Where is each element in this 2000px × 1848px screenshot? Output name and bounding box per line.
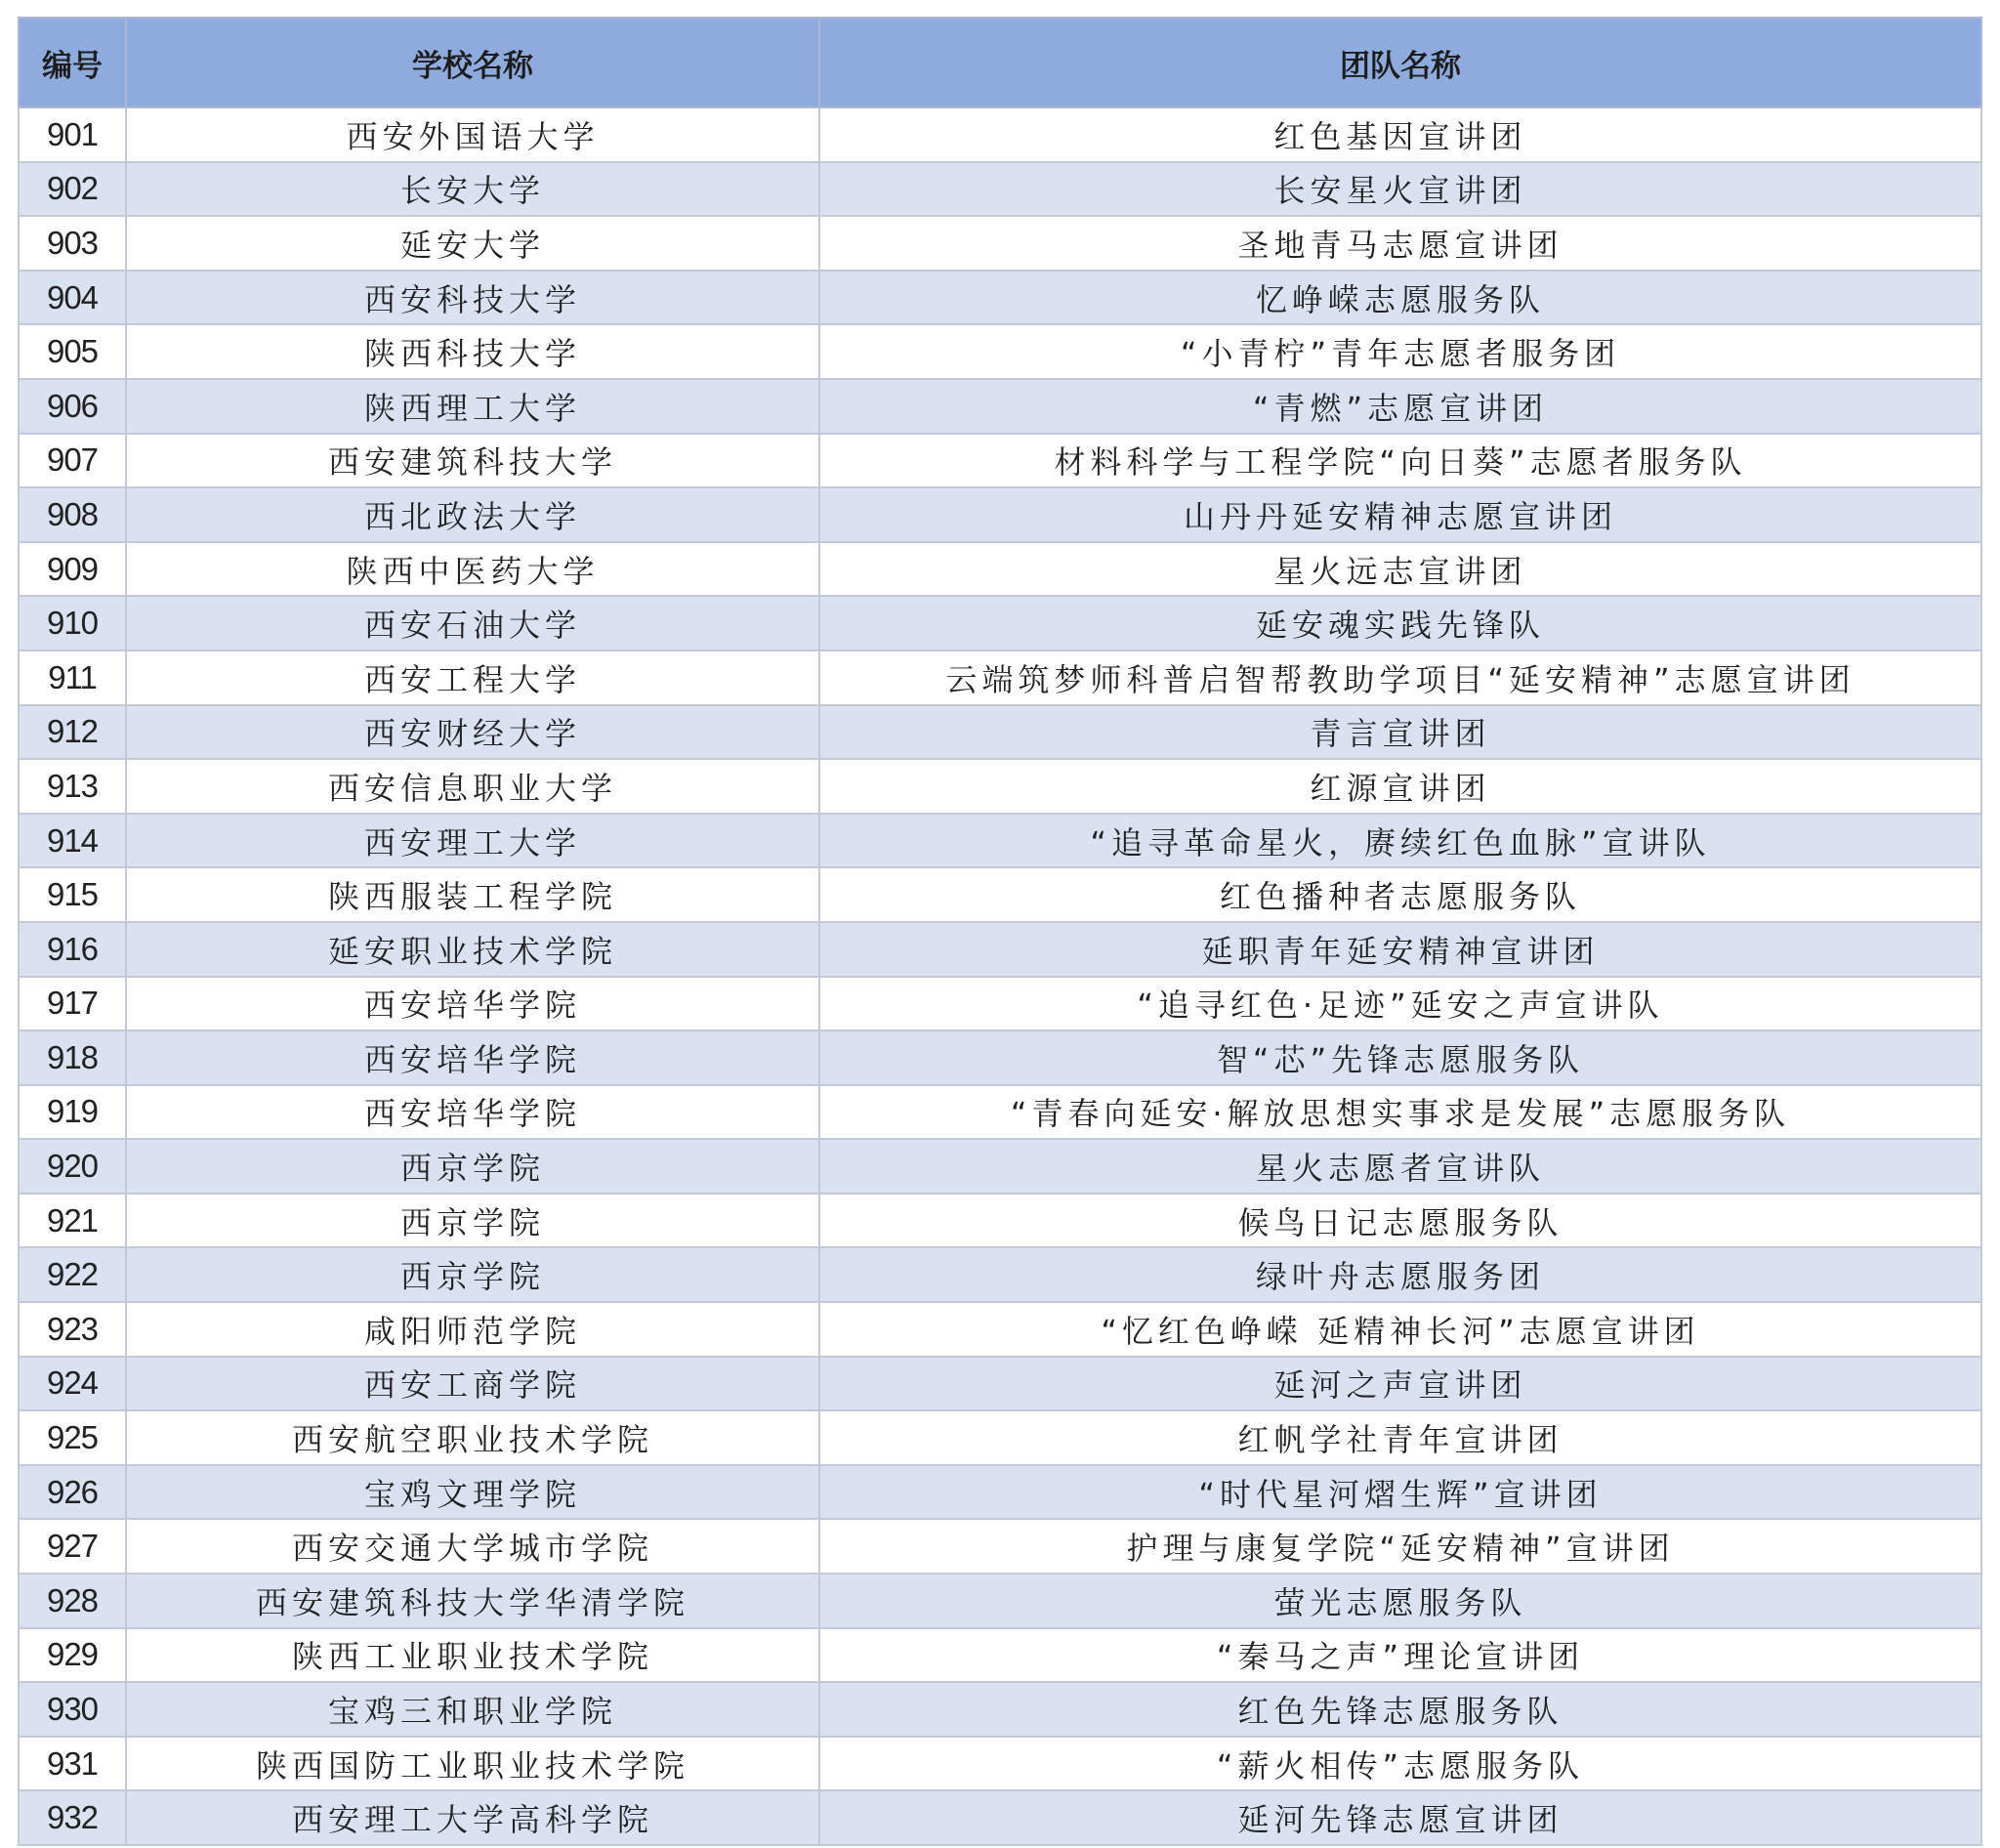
row-number: 911 bbox=[19, 651, 126, 705]
row-number: 920 bbox=[19, 1139, 126, 1194]
row-school-name: 西安工商学院 bbox=[126, 1357, 819, 1411]
header-school-name: 学校名称 bbox=[126, 18, 819, 107]
row-team-name: 红色播种者志愿服务队 bbox=[819, 867, 1981, 922]
table-row bbox=[19, 1465, 1981, 1520]
row-number: 916 bbox=[19, 922, 126, 977]
row-school-name: 西安财经大学 bbox=[126, 705, 819, 760]
table-row bbox=[19, 922, 1981, 977]
row-number: 904 bbox=[19, 271, 126, 325]
row-school-name: 西安工程大学 bbox=[126, 651, 819, 705]
row-team-name: 忆峥嵘志愿服务队 bbox=[819, 271, 1981, 325]
table-row bbox=[19, 1247, 1981, 1302]
row-team-name: 护理与康复学院“延安精神”宣讲团 bbox=[819, 1519, 1981, 1574]
row-number: 932 bbox=[19, 1790, 126, 1845]
table-row bbox=[19, 1682, 1981, 1737]
row-team-name: 萤光志愿服务队 bbox=[819, 1574, 1981, 1628]
table-row bbox=[19, 1139, 1981, 1194]
row-school-name: 西安信息职业大学 bbox=[126, 759, 819, 814]
row-school-name: 西安理工大学 bbox=[126, 814, 819, 868]
row-team-name: 延安魂实践先锋队 bbox=[819, 596, 1981, 651]
row-number: 930 bbox=[19, 1682, 126, 1737]
table-row bbox=[19, 1357, 1981, 1411]
table-header bbox=[19, 18, 1981, 107]
table-body bbox=[19, 107, 1981, 1845]
row-team-name: “秦马之声”理论宣讲团 bbox=[819, 1628, 1981, 1683]
row-school-name: 咸阳师范学院 bbox=[126, 1302, 819, 1357]
table-row bbox=[19, 705, 1981, 760]
row-team-name: 绿叶舟志愿服务团 bbox=[819, 1247, 1981, 1302]
table-row bbox=[19, 814, 1981, 868]
row-team-name: 红色先锋志愿服务队 bbox=[819, 1682, 1981, 1737]
table-row bbox=[19, 1410, 1981, 1465]
row-number: 905 bbox=[19, 324, 126, 379]
row-team-name: 红源宣讲团 bbox=[819, 759, 1981, 814]
row-school-name: 西安建筑科技大学 bbox=[126, 434, 819, 488]
table-row bbox=[19, 1628, 1981, 1683]
row-school-name: 西京学院 bbox=[126, 1194, 819, 1248]
row-team-name: 星火远志宣讲团 bbox=[819, 542, 1981, 597]
row-team-name: 智“芯”先锋志愿服务队 bbox=[819, 1030, 1981, 1085]
row-school-name: 西安培华学院 bbox=[126, 977, 819, 1031]
row-number: 929 bbox=[19, 1628, 126, 1683]
row-team-name: 山丹丹延安精神志愿宣讲团 bbox=[819, 487, 1981, 542]
row-school-name: 西安航空职业技术学院 bbox=[126, 1410, 819, 1465]
table-row bbox=[19, 1302, 1981, 1357]
table-row bbox=[19, 1574, 1981, 1628]
row-number: 925 bbox=[19, 1410, 126, 1465]
row-school-name: 陕西科技大学 bbox=[126, 324, 819, 379]
row-team-name: “时代星河熠生辉”宣讲团 bbox=[819, 1465, 1981, 1520]
table-row bbox=[19, 216, 1981, 271]
row-school-name: 西安石油大学 bbox=[126, 596, 819, 651]
row-team-name: 材料科学与工程学院“向日葵”志愿者服务队 bbox=[819, 434, 1981, 488]
row-number: 918 bbox=[19, 1030, 126, 1085]
row-number: 922 bbox=[19, 1247, 126, 1302]
row-school-name: 西安培华学院 bbox=[126, 1085, 819, 1140]
table-row bbox=[19, 1737, 1981, 1791]
row-school-name: 西安交通大学城市学院 bbox=[126, 1519, 819, 1574]
row-team-name: “青春向延安·解放思想实事求是发展”志愿服务队 bbox=[819, 1085, 1981, 1140]
row-team-name: 延河先锋志愿宣讲团 bbox=[819, 1790, 1981, 1845]
row-team-name: 圣地青马志愿宣讲团 bbox=[819, 216, 1981, 271]
row-school-name: 陕西理工大学 bbox=[126, 379, 819, 434]
header-row bbox=[19, 18, 1981, 107]
row-team-name: 红色基因宣讲团 bbox=[819, 107, 1981, 162]
row-school-name: 延安职业技术学院 bbox=[126, 922, 819, 977]
row-number: 915 bbox=[19, 867, 126, 922]
row-school-name: 西北政法大学 bbox=[126, 487, 819, 542]
row-school-name: 西京学院 bbox=[126, 1139, 819, 1194]
team-list-table bbox=[18, 17, 1982, 1846]
row-school-name: 西安建筑科技大学华清学院 bbox=[126, 1574, 819, 1628]
row-number: 912 bbox=[19, 705, 126, 760]
row-number: 909 bbox=[19, 542, 126, 597]
header-team-name: 团队名称 bbox=[819, 18, 1981, 107]
row-school-name: 西安培华学院 bbox=[126, 1030, 819, 1085]
row-number: 906 bbox=[19, 379, 126, 434]
row-team-name: 星火志愿者宣讲队 bbox=[819, 1139, 1981, 1194]
row-number: 926 bbox=[19, 1465, 126, 1520]
table-row bbox=[19, 977, 1981, 1031]
table-row bbox=[19, 759, 1981, 814]
row-school-name: 陕西中医药大学 bbox=[126, 542, 819, 597]
row-number: 913 bbox=[19, 759, 126, 814]
row-number: 924 bbox=[19, 1357, 126, 1411]
row-number: 923 bbox=[19, 1302, 126, 1357]
table-row bbox=[19, 162, 1981, 217]
row-team-name: 云端筑梦师科普启智帮教助学项目“延安精神”志愿宣讲团 bbox=[819, 651, 1981, 705]
table-row bbox=[19, 1194, 1981, 1248]
row-school-name: 陕西国防工业职业技术学院 bbox=[126, 1737, 819, 1791]
table-row bbox=[19, 271, 1981, 325]
table-row bbox=[19, 107, 1981, 162]
row-number: 928 bbox=[19, 1574, 126, 1628]
row-number: 907 bbox=[19, 434, 126, 488]
row-team-name: “追寻革命星火，赓续红色血脉”宣讲队 bbox=[819, 814, 1981, 868]
table-row bbox=[19, 596, 1981, 651]
row-school-name: 陕西工业职业技术学院 bbox=[126, 1628, 819, 1683]
row-team-name: 延职青年延安精神宣讲团 bbox=[819, 922, 1981, 977]
table-row bbox=[19, 867, 1981, 922]
row-number: 901 bbox=[19, 107, 126, 162]
row-number: 903 bbox=[19, 216, 126, 271]
row-number: 902 bbox=[19, 162, 126, 217]
row-number: 931 bbox=[19, 1737, 126, 1791]
row-school-name: 西安外国语大学 bbox=[126, 107, 819, 162]
table-row bbox=[19, 1519, 1981, 1574]
row-school-name: 宝鸡三和职业学院 bbox=[126, 1682, 819, 1737]
row-number: 927 bbox=[19, 1519, 126, 1574]
row-team-name: “追寻红色·足迹”延安之声宣讲队 bbox=[819, 977, 1981, 1031]
table-row bbox=[19, 1790, 1981, 1845]
row-school-name: 西安理工大学高科学院 bbox=[126, 1790, 819, 1845]
row-team-name: “青燃”志愿宣讲团 bbox=[819, 379, 1981, 434]
table-row bbox=[19, 434, 1981, 488]
table-row bbox=[19, 487, 1981, 542]
table-row bbox=[19, 651, 1981, 705]
row-team-name: 红帆学社青年宣讲团 bbox=[819, 1410, 1981, 1465]
row-team-name: 延河之声宣讲团 bbox=[819, 1357, 1981, 1411]
team-list-sheet bbox=[18, 17, 1980, 1846]
row-number: 914 bbox=[19, 814, 126, 868]
row-team-name: “小青柠”青年志愿者服务团 bbox=[819, 324, 1981, 379]
row-school-name: 长安大学 bbox=[126, 162, 819, 217]
row-team-name: 青言宣讲团 bbox=[819, 705, 1981, 760]
row-school-name: 宝鸡文理学院 bbox=[126, 1465, 819, 1520]
row-number: 919 bbox=[19, 1085, 126, 1140]
row-number: 921 bbox=[19, 1194, 126, 1248]
row-number: 908 bbox=[19, 487, 126, 542]
row-school-name: 延安大学 bbox=[126, 216, 819, 271]
table-row bbox=[19, 379, 1981, 434]
row-number: 910 bbox=[19, 596, 126, 651]
row-team-name: 候鸟日记志愿服务队 bbox=[819, 1194, 1981, 1248]
row-number: 917 bbox=[19, 977, 126, 1031]
table-row bbox=[19, 542, 1981, 597]
row-team-name: “薪火相传”志愿服务队 bbox=[819, 1737, 1981, 1791]
row-team-name: 长安星火宣讲团 bbox=[819, 162, 1981, 217]
row-school-name: 西京学院 bbox=[126, 1247, 819, 1302]
table-row bbox=[19, 1085, 1981, 1140]
row-school-name: 西安科技大学 bbox=[126, 271, 819, 325]
header-number: 编号 bbox=[19, 18, 126, 107]
table-row bbox=[19, 1030, 1981, 1085]
row-school-name: 陕西服装工程学院 bbox=[126, 867, 819, 922]
table-row bbox=[19, 324, 1981, 379]
row-team-name: “忆红色峥嵘 延精神长河”志愿宣讲团 bbox=[819, 1302, 1981, 1357]
